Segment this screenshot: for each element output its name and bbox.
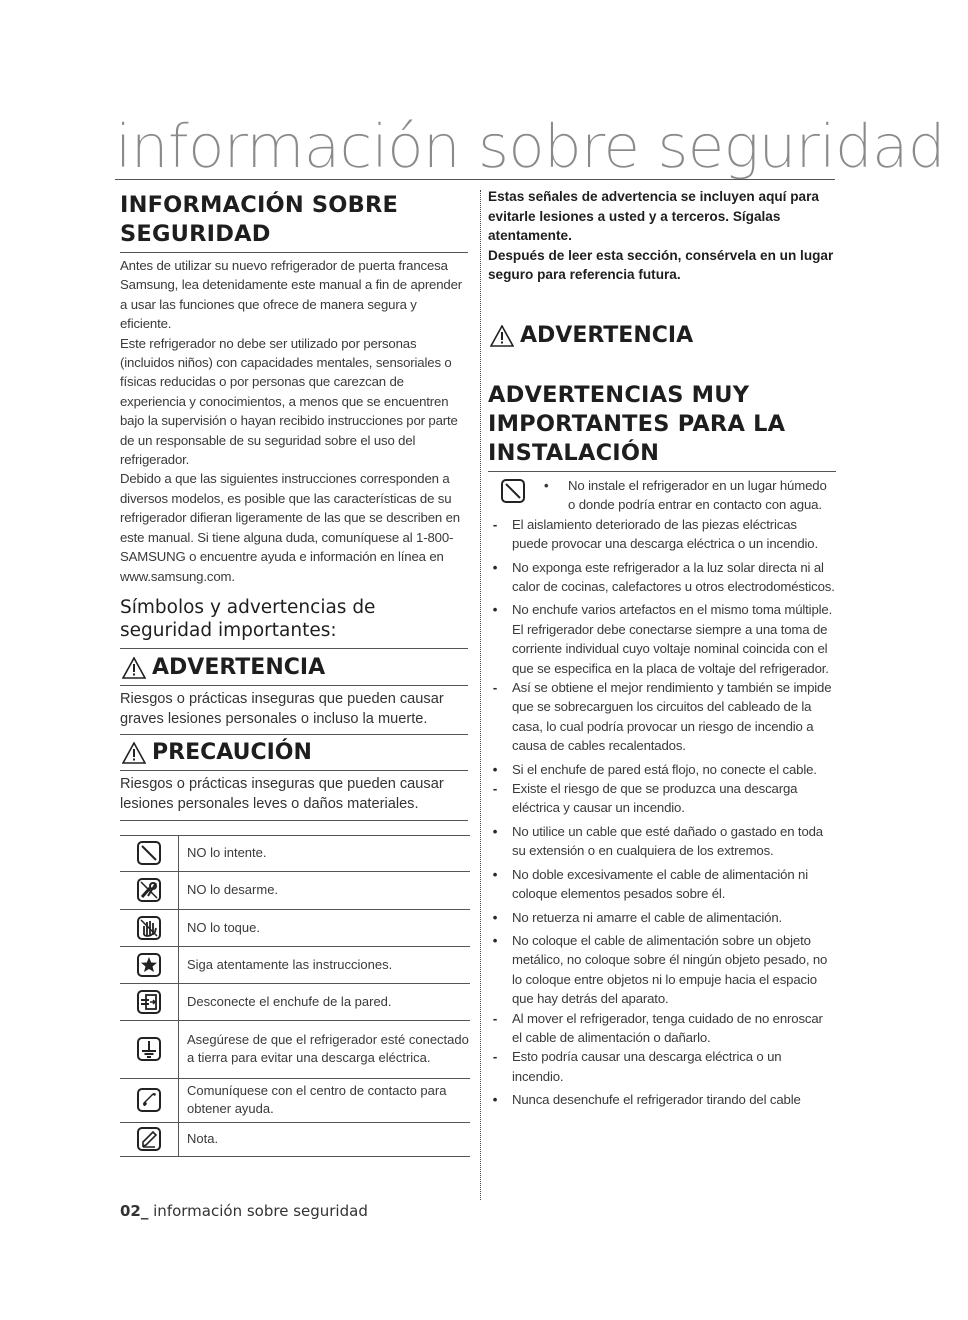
- page-number: 02_: [120, 1202, 149, 1220]
- list-item: [488, 515, 836, 554]
- list-item-text: Nunca desenchufe el refrigerador tirando del cable: [512, 1092, 801, 1108]
- column-divider: [480, 190, 481, 1200]
- prohibited-icon: [136, 840, 162, 866]
- symbol-text: NO lo intente.: [179, 835, 471, 871]
- bullet-marker: •: [492, 909, 498, 925]
- symbol-text: Comuníquese con el centro de contacto para obtener ayuda.: [179, 1078, 471, 1122]
- list-item: [488, 600, 836, 678]
- warning-signs-intro: Estas señales de advertencia se incluyen aquí para evitarle lesiones a usted y a terceros. Sígalas atentamente.: [488, 189, 819, 244]
- warning-label: ADVERTENCIA: [152, 654, 326, 680]
- table-row: [120, 983, 470, 1020]
- list-item-text: Al mover el refrigerador, tenga cuidado de no enroscar el cable de alimentación o dañarlo.: [512, 1010, 823, 1045]
- installation-heading-line1: ADVERTENCIAS MUY: [488, 381, 750, 408]
- list-item: [488, 779, 836, 818]
- warning-triangle-icon: [122, 657, 146, 679]
- note-icon: [136, 1126, 162, 1152]
- follow-instructions-icon: [136, 952, 162, 978]
- keep-safe-intro: Después de leer esta sección, consérvela en un lugar seguro para referencia futura.: [488, 247, 834, 283]
- intro-paragraph-1: Antes de utilizar su nuevo refrigerador de puerta francesa Samsung, lea detenidamente este manual a fin de aprender a usar las funciones que ofrece de manera segura y eficiente.: [120, 258, 463, 332]
- warning-description: Riesgos o prácticas inseguras que pueden causar graves lesiones personales o incluso la muerte.: [120, 690, 444, 727]
- list-item: [488, 908, 836, 927]
- dash-marker: -: [492, 781, 498, 797]
- list-item: [488, 476, 836, 515]
- symbol-text: Desconecte el enchufe de la pared.: [179, 983, 471, 1020]
- page-footer: [120, 1202, 368, 1220]
- symbol-text: NO lo desarme.: [179, 871, 471, 909]
- unplug-icon: [136, 989, 162, 1015]
- phone-icon: [136, 1087, 162, 1113]
- caution-heading: [120, 738, 468, 768]
- list-item: [488, 760, 836, 779]
- caution-description: Riesgos o prácticas inseguras que pueden causar lesiones personales leves o daños materiales.: [120, 775, 444, 812]
- list-item: [488, 822, 836, 861]
- dash-marker: -: [492, 516, 498, 532]
- warning-desc-rule: [120, 734, 468, 735]
- bullet-marker: •: [492, 1092, 498, 1108]
- list-item-text: No utilice un cable que esté dañado o gastado en toda su extensión o en cualquiera de los extremos.: [512, 823, 823, 859]
- list-item-text: Existe el riesgo de que se produzca una descarga eléctrica y causar un incendio.: [512, 781, 798, 816]
- warning-triangle-icon: [490, 325, 514, 347]
- installation-heading-line2: IMPORTANTES PARA LA: [488, 410, 786, 437]
- bullet-marker: •: [544, 477, 549, 493]
- list-item: [488, 678, 836, 756]
- symbols-heading: Símbolos y advertencias de seguridad importantes:: [120, 596, 376, 641]
- dash-marker: -: [492, 680, 498, 696]
- list-item: [488, 1090, 836, 1109]
- dash-marker: -: [492, 1010, 498, 1026]
- list-item: [488, 865, 836, 904]
- do-not-touch-icon: [136, 915, 162, 941]
- symbol-text: Asegúrese de que el refrigerador esté conectado a tierra para evitar una descarga eléctrica.: [179, 1020, 471, 1078]
- list-item-text: Así se obtiene el mejor rendimiento y también se impide que se sobrecarguen los circuitos del cableado de la casa, lo cual podría provocar un riesgo de incendio a causa de cables recalentados.: [512, 680, 832, 754]
- page-title: información sobre seguridad: [115, 112, 945, 182]
- caution-triangle-icon: [122, 742, 146, 764]
- intro-paragraph-2: Este refrigerador no debe ser utilizado por personas (incluidos niños) con capacidades mentales, sensoriales o físicas reducidas o por personas que carezcan de experiencia y conocimientos, a menos que se encuentren bajo la supervisión o hayan recibido instrucciones por parte de un responsable de su seguridad sobre el uso del refrigerador.: [120, 335, 458, 468]
- bullet-marker: •: [492, 559, 498, 575]
- table-row: [120, 871, 470, 909]
- installation-heading-line3: INSTALACIÓN: [488, 439, 660, 466]
- ground-icon: [136, 1036, 162, 1062]
- warning-heading-right: [488, 321, 836, 351]
- list-item-text: No retuerza ni amarre el cable de alimentación.: [512, 909, 783, 925]
- list-item-text: No doble excesivamente el cable de alimentación ni coloque elementos pesados sobre él.: [512, 866, 808, 902]
- list-item-text: No exponga este refrigerador a la luz solar directa ni al calor de cocinas, calefactores u otros electrodomésticos.: [512, 559, 835, 594]
- bullet-marker: •: [492, 866, 498, 882]
- section-heading-line2: SEGURIDAD: [120, 221, 271, 247]
- caution-desc-rule: [120, 820, 468, 821]
- list-item-text: No instale el refrigerador en un lugar húmedo o donde podría entrar en contacto con agua.: [568, 477, 827, 513]
- caution-rule: [120, 770, 468, 771]
- section-heading-line1: INFORMACIÓN SOBRE: [120, 192, 399, 218]
- list-item: [488, 931, 836, 1009]
- table-row: [120, 909, 470, 946]
- bullet-marker: •: [492, 932, 498, 948]
- footer-section-name: información sobre seguridad: [148, 1202, 368, 1220]
- heading-rule: [120, 252, 468, 253]
- intro-paragraph-3: Debido a que las siguientes instrucciones corresponden a diversos modelos, es posible que las características de su refrigerador difieran ligeramente de las que se describen en este manual. Si tiene alguna duda, comuníquese al 1-800-SAMSUNG o encuentre ayuda e información en línea en www.samsung.com.: [120, 471, 460, 584]
- symbol-text: Nota.: [179, 1122, 471, 1156]
- table-row: [120, 1020, 470, 1078]
- prohibited-icon: [500, 478, 526, 504]
- left-column: [120, 191, 468, 1157]
- list-item-text: El aislamiento deteriorado de las piezas eléctricas puede provocar una descarga eléctrica o un incendio.: [512, 516, 818, 552]
- warning-rule: [120, 685, 468, 686]
- bullet-marker: •: [492, 761, 498, 777]
- caution-label: PRECAUCIÓN: [152, 739, 312, 765]
- list-item-text: Esto podría causar una descarga eléctrica o un incendio.: [512, 1049, 782, 1084]
- list-item-text: No coloque el cable de alimentación sobre un objeto metálico, no coloque sobre él ningún objeto pesado, no lo coloque entre objetos ni lo empuje hacia el espacio que hay detrás del aparato.: [512, 932, 828, 1007]
- list-item: [488, 1047, 836, 1086]
- warnings-list: [488, 515, 836, 1110]
- symbol-text: Siga atentamente las instrucciones.: [179, 946, 471, 983]
- installation-warnings-heading: [488, 381, 836, 468]
- list-item: [488, 558, 836, 597]
- right-column: [488, 187, 836, 1110]
- installation-heading-rule: [488, 471, 836, 472]
- list-item-text: No enchufe varios artefactos en el mismo toma múltiple. El refrigerador debe conectarse siempre a una toma de corriente individual cuyo voltaje nominal coincida con el que se especifica en la placa de voltaje del refrigerador.: [512, 602, 833, 676]
- symbols-heading-rule: [120, 648, 468, 649]
- symbol-text: NO lo toque.: [179, 909, 471, 946]
- list-item-text: Si el enchufe de pared está flojo, no conecte el cable.: [512, 761, 817, 777]
- table-row: [120, 835, 470, 871]
- section-heading: [120, 191, 468, 249]
- warning-label-right: ADVERTENCIA: [520, 322, 694, 348]
- table-row: [120, 946, 470, 983]
- bullet-marker: •: [492, 602, 498, 618]
- list-item: [488, 1009, 836, 1048]
- table-row: [120, 1122, 470, 1156]
- disassemble-prohibited-icon: [136, 877, 162, 903]
- symbols-table: [120, 835, 470, 1157]
- title-rule: [115, 179, 835, 180]
- warning-heading: [120, 653, 468, 683]
- bullet-marker: •: [492, 823, 498, 839]
- dash-marker: -: [492, 1049, 498, 1065]
- table-row: [120, 1078, 470, 1122]
